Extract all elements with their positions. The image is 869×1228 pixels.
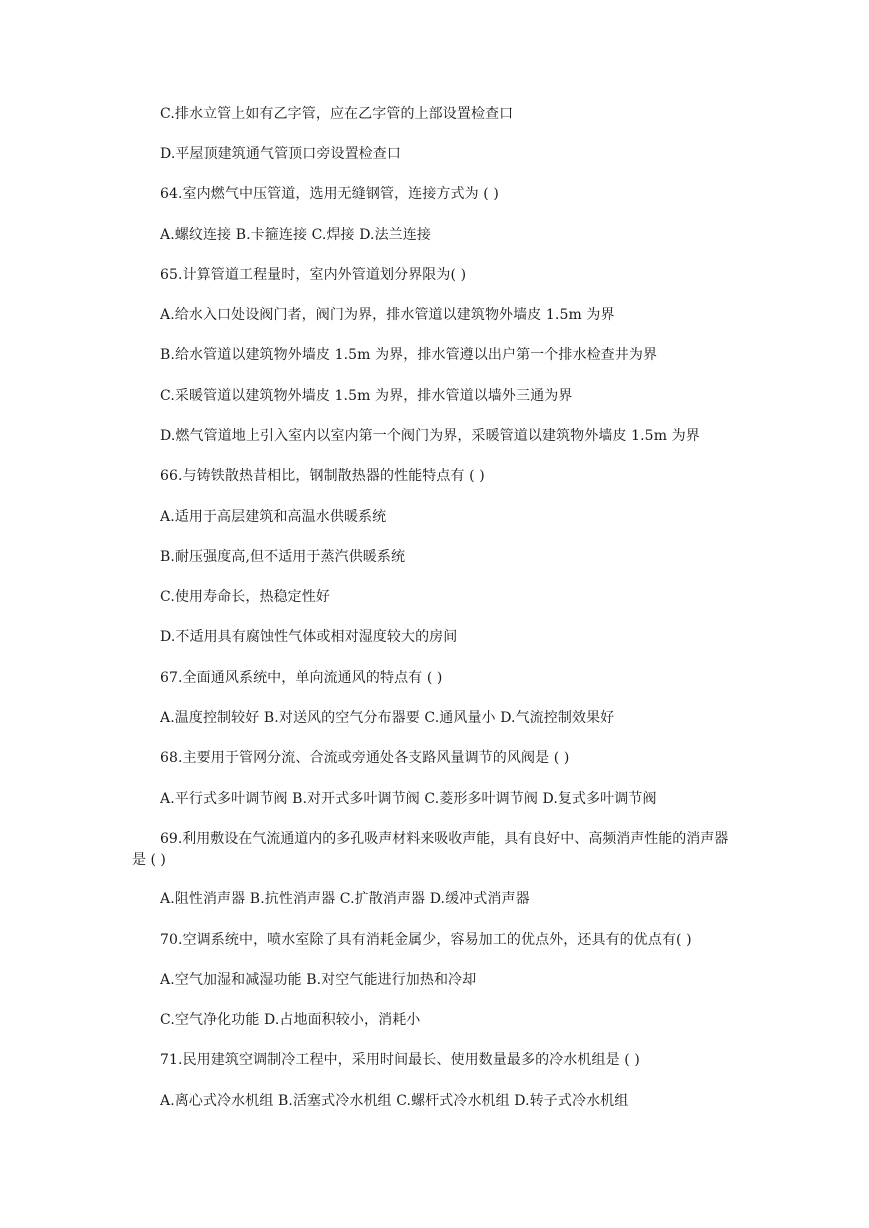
question-64: 64.室内燃气中压管道，选用无缝钢管，连接方式为 ( ): [160, 186, 499, 202]
options-64: A.螺纹连接 B.卡箍连接 C.焊接 D.法兰连接: [160, 227, 431, 243]
option-65a: A.给水入口处设阀门者，阀门为界，排水管道以建筑物外墙皮 1.5m 为界: [160, 307, 615, 323]
option-66b: B.耐压强度高,但不适用于蒸汽供暖系统: [160, 549, 406, 565]
option-63c: C.排水立管上如有乙字管，应在乙字管的上部设置检查口: [160, 106, 514, 122]
option-63d: D.平屋顶建筑通气管顶口旁设置检查口: [160, 146, 401, 162]
question-71: 71.民用建筑空调制冷工程中，采用时间最长、使用数量最多的冷水机组是 ( ): [160, 1052, 640, 1068]
option-65c: C.采暖管道以建筑物外墙皮 1.5m 为界，排水管道以墙外三通为界: [160, 388, 573, 404]
option-70ab: A.空气加湿和减湿功能 B.对空气能进行加热和冷却: [160, 972, 477, 988]
option-65b: B.给水管道以建筑物外墙皮 1.5m 为界，排水管遵以出户第一个排水检查井为界: [160, 347, 658, 363]
option-65d: D.燃气管道地上引入室内以室内第一个阀门为界，采暖管道以建筑物外墙皮 1.5m 为界: [160, 428, 700, 444]
question-70: 70.空调系统中，喷水室除了具有消耗金属少，容易加工的优点外，还具有的优点有( ): [160, 932, 692, 948]
question-69: 69.利用敷设在气流通道内的多孔吸声材料来吸收声能，具有良好中、高频消声性能的消声器是 ( ): [132, 831, 729, 868]
option-66d: D.不适用具有腐蚀性气体或相对湿度较大的房间: [160, 629, 458, 645]
options-68: A.平行式多叶调节阀 B.对开式多叶调节阀 C.菱形多叶调节阀 D.复式多叶调节阀: [160, 791, 657, 807]
option-70cd: C.空气净化功能 D.占地面积较小，消耗小: [160, 1012, 421, 1028]
options-67: A.温度控制较好 B.对送风的空气分布器要 C.通风量小 D.气流控制效果好: [160, 710, 615, 726]
options-69: A.阻性消声器 B.抗性消声器 C.扩散消声器 D.缓冲式消声器: [160, 891, 530, 907]
question-65: 65.计算管道工程量时，室内外管道划分界限为( ): [160, 267, 467, 283]
option-66c: C.使用寿命长，热稳定性好: [160, 589, 330, 605]
option-66a: A.适用于高层建筑和高温水供暖系统: [160, 509, 387, 525]
question-66: 66.与铸铁散热昔相比，钢制散热器的性能特点有 ( ): [160, 468, 485, 484]
question-68: 68.主要用于管网分流、合流或旁通处各支路风量调节的风阀是 ( ): [160, 750, 570, 766]
question-67: 67.全面通风系统中，单向流通风的特点有 ( ): [160, 670, 443, 686]
options-71: A.离心式冷水机组 B.活塞式冷水机组 C.螺杆式冷水机组 D.转子式冷水机组: [160, 1093, 629, 1109]
